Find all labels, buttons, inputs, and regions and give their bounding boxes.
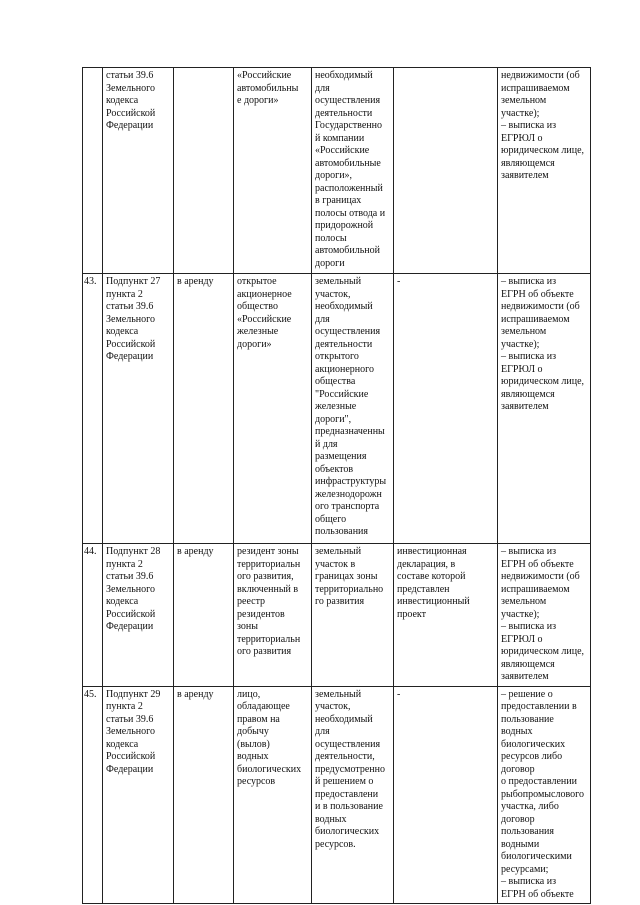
table-row: [83, 274, 591, 544]
extra-docs-cell: [394, 68, 498, 274]
row-number: 43.: [83, 274, 103, 544]
doc-item: – выписка из ЕГРН об объекте: [501, 876, 574, 900]
legal-basis-cell: Подпункт 27 пункта 2 статьи 39.6 Земельного кодекса Российской Федерации: [103, 274, 174, 544]
legal-basis-cell: статьи 39.6 Земельного кодекса Российской Федерации: [103, 68, 174, 274]
extra-docs-cell: -: [394, 274, 498, 544]
land-plot-cell: земельный участок, необходимый для осуществления деятельности открытого акционерного общества "Российские железные дороги", предназначенны й для размещения объектов инфраструктуры железнодорожн ого транспорта общего пользования: [312, 274, 394, 544]
row-number: 45.: [83, 686, 103, 904]
doc-item: – решение о предоставлении в пользование водных биологических ресурсов либо договор о предоставлении рыбопромыслового участка, либо договор пользования водными биологическими ресурсами;: [501, 688, 584, 875]
extra-docs-cell: инвестиционная декларация, в составе которой представлен инвестиционный проект: [394, 544, 498, 687]
required-docs-cell: [498, 686, 591, 904]
required-docs-cell: [498, 274, 591, 544]
land-plot-cell: земельный участок, необходимый для осуществления деятельности, предусмотренно й решением о предоставлени и в пользование водных биологических ресурсов.: [312, 686, 394, 904]
table-row: [83, 544, 591, 687]
legal-basis-cell: Подпункт 29 пункта 2 статьи 39.6 Земельного кодекса Российской Федерации: [103, 686, 174, 904]
doc-item: – выписка из ЕГРЮЛ о юридическом лице, являющемся заявителем: [501, 120, 585, 181]
required-docs-cell: [498, 68, 591, 274]
applicant-cell: резидент зоны территориальн ого развития, включенный в реестр резидентов зоны территориальн ого развития: [234, 544, 312, 687]
doc-item: – выписка из ЕГРЮЛ о юридическом лице, являющемся заявителем: [501, 351, 585, 412]
land-plots-table: [82, 67, 591, 904]
applicant-cell: лицо, обладающее правом на добычу (вылов) водных биологических ресурсов: [234, 686, 312, 904]
legal-basis-cell: Подпункт 28 пункта 2 статьи 39.6 Земельного кодекса Российской Федерации: [103, 544, 174, 687]
grant-type-cell: в аренду: [174, 686, 234, 904]
doc-item: – выписка из ЕГРН об объекте недвижимости (об испрашиваемом земельном участке);: [501, 546, 580, 620]
grant-type-cell: [174, 68, 234, 274]
land-plot-cell: земельный участок в границах зоны территориально го развития: [312, 544, 394, 687]
table-row: [83, 686, 591, 904]
grant-type-cell: в аренду: [174, 544, 234, 687]
grant-type-cell: в аренду: [174, 274, 234, 544]
doc-item: – выписка из ЕГРН об объекте недвижимости (об испрашиваемом земельном участке);: [501, 276, 580, 350]
table-row: [83, 68, 591, 274]
applicant-cell: «Российские автомобильны е дороги»: [234, 68, 312, 274]
extra-docs-cell: -: [394, 686, 498, 904]
required-docs-cell: [498, 544, 591, 687]
doc-item: – выписка из ЕГРЮЛ о юридическом лице, являющемся заявителем: [501, 621, 585, 682]
doc-item: недвижимости (об испрашиваемом земельном участке);: [501, 70, 580, 119]
row-number: [83, 68, 103, 274]
row-number: 44.: [83, 544, 103, 687]
applicant-cell: открытое акционерное общество «Российские железные дороги»: [234, 274, 312, 544]
land-plot-cell: необходимый для осуществления деятельности Государственно й компании «Российские автомобильные дороги», расположенный в границах полосы отвода и придорожной полосы автомобильной дороги: [312, 68, 394, 274]
